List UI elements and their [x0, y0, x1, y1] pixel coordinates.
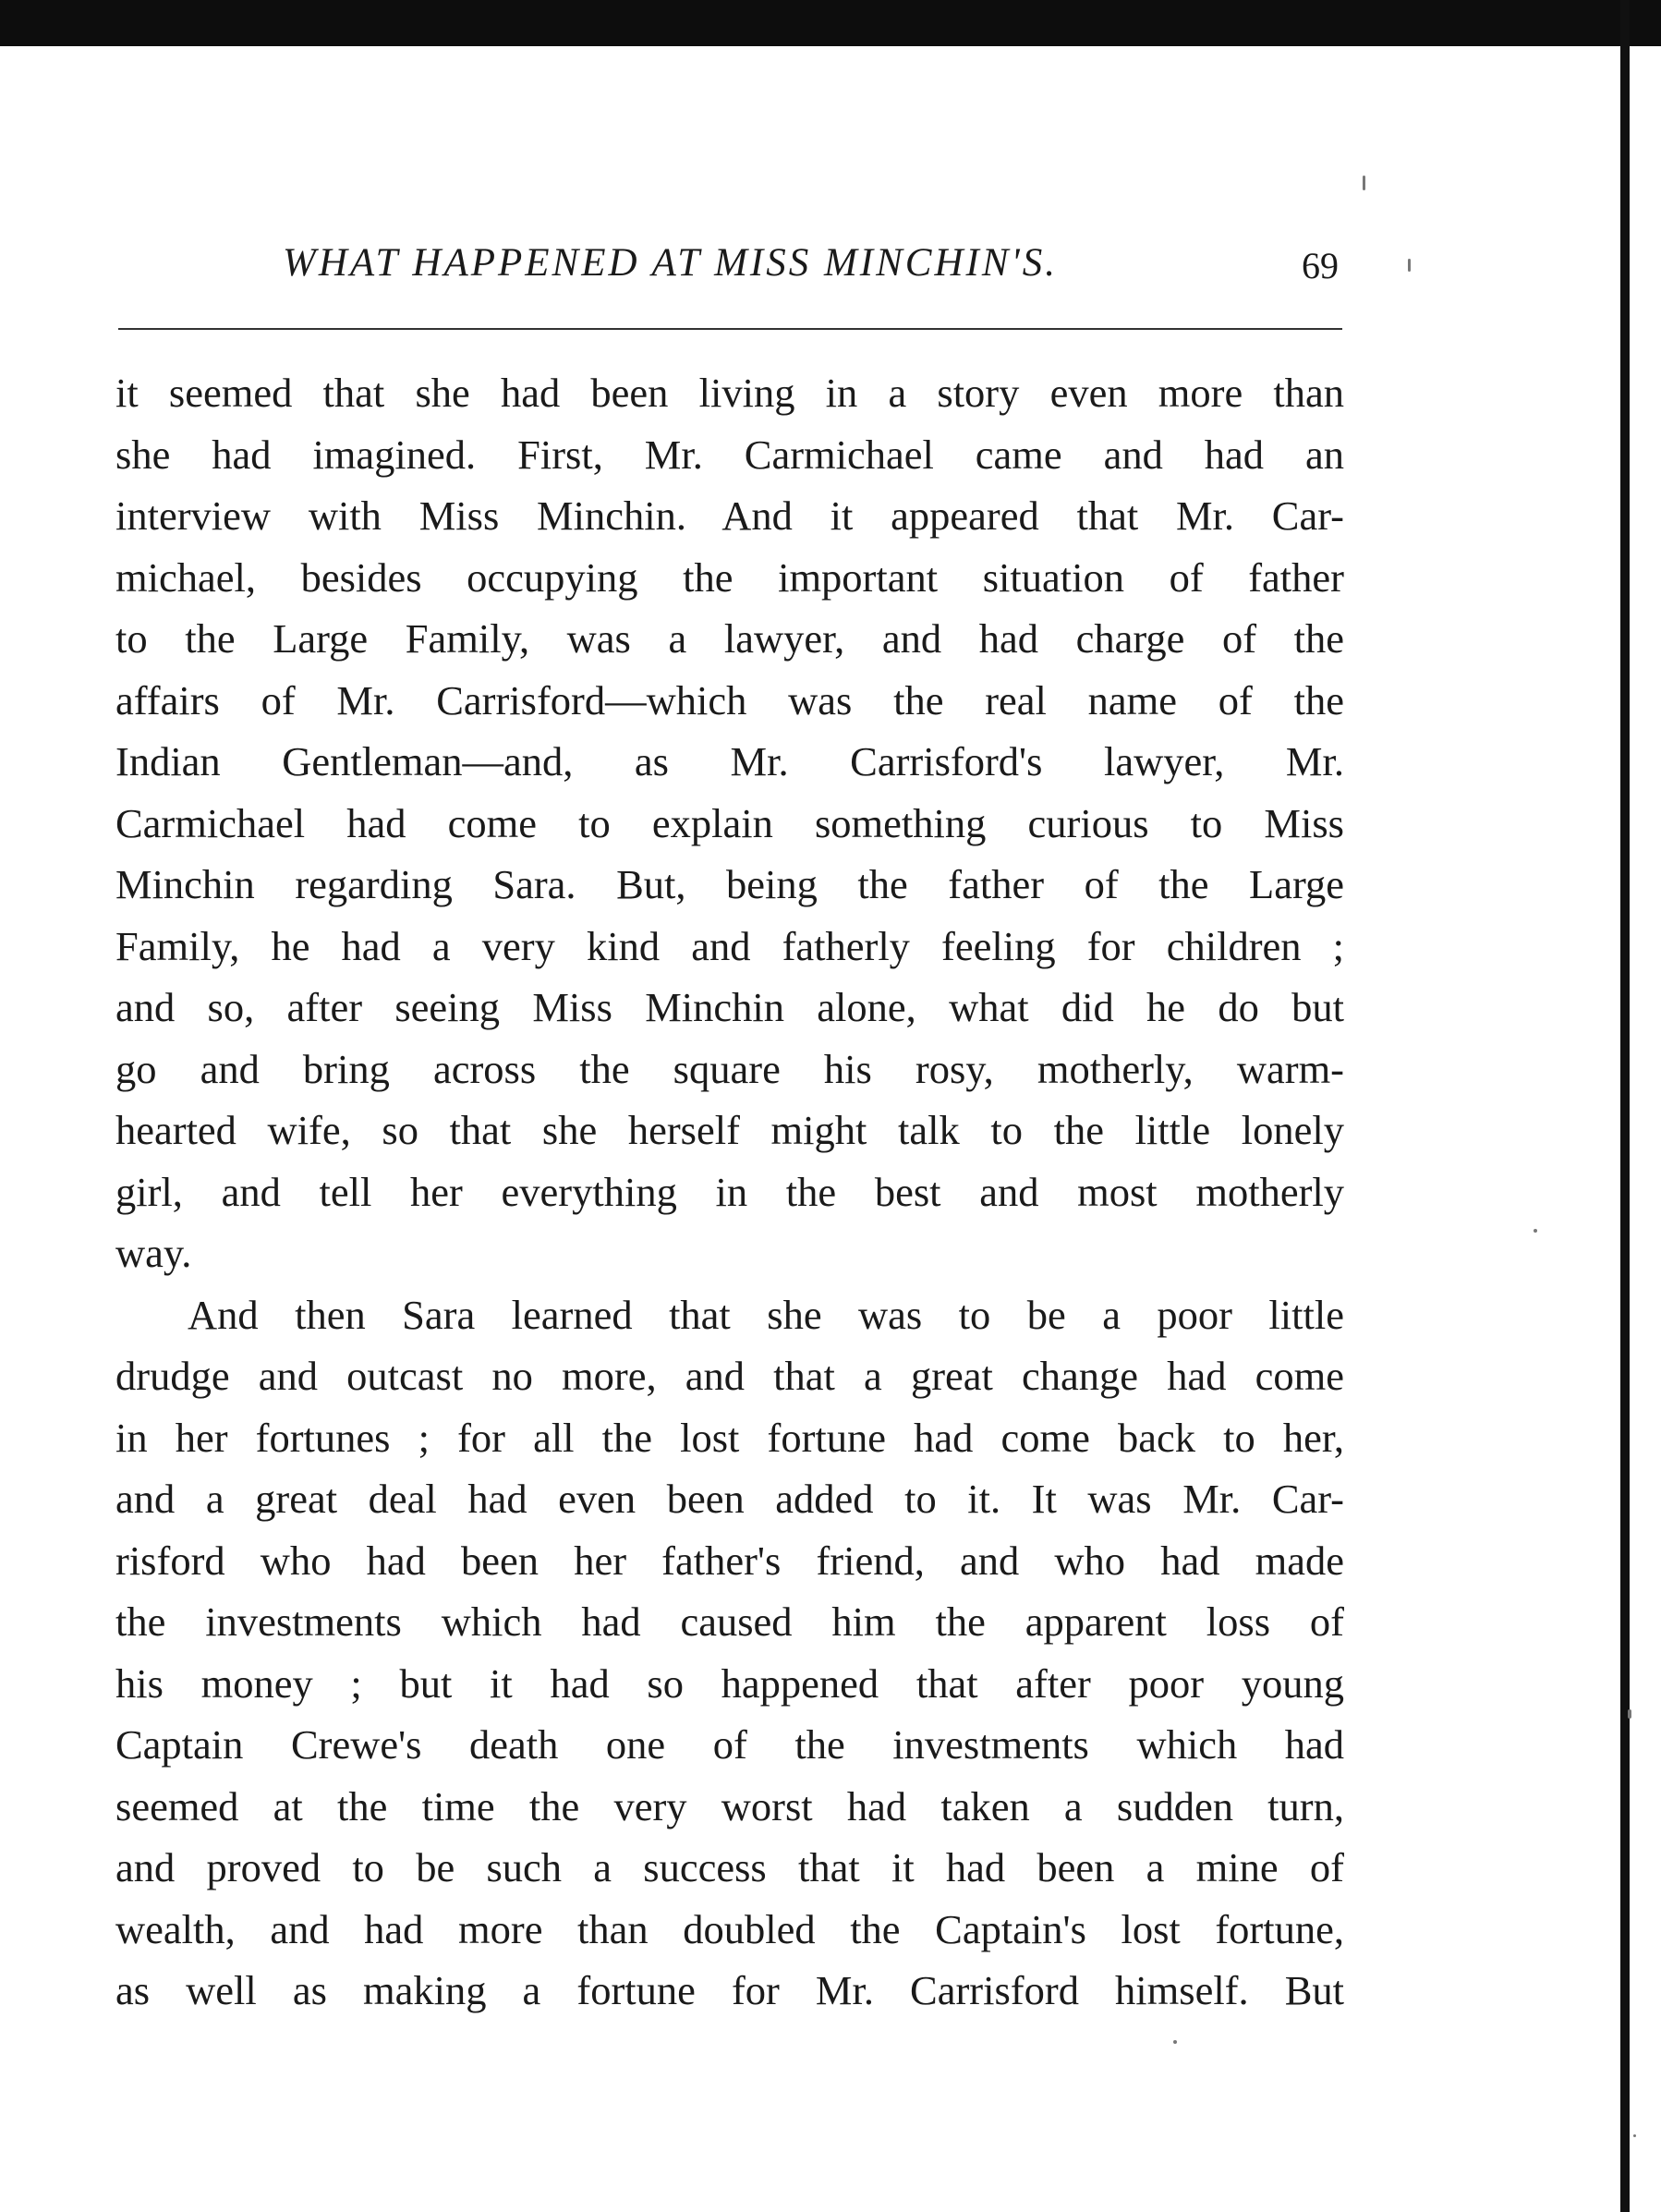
- text-line: Captain Crewe's death one of the investments which had: [115, 1721, 1344, 1768]
- text-line: and a great deal had even been added to it. It was Mr. Car-: [115, 1476, 1344, 1522]
- text-line: affairs of Mr. Carrisford—which was the real name of the: [115, 676, 1344, 723]
- scan-speck: [1633, 2134, 1636, 2137]
- text-line: Family, he had a very kind and fatherly feeling for children ;: [115, 922, 1344, 969]
- text-line: Minchin regarding Sara. But, being the father of the Large: [115, 861, 1344, 907]
- text-line: Indian Gentleman—and, as Mr. Carrisford's lawyer, Mr.: [115, 738, 1344, 784]
- scan-speck: [1363, 176, 1365, 190]
- text-line: and so, after seeing Miss Minchin alone, what did he do but: [115, 984, 1344, 1030]
- text-line: and proved to be such a success that it had been a mine of: [115, 1844, 1344, 1890]
- text-line: to the Large Family, was a lawyer, and had charge of the: [115, 615, 1344, 662]
- body-text: [115, 362, 1344, 2022]
- text-line: hearted wife, so that she herself might talk to the little lonely: [115, 1107, 1344, 1153]
- text-line: his money ; but it had so happened that after poor young: [115, 1659, 1344, 1707]
- text-line: the investments which had caused him the apparent loss of: [115, 1598, 1344, 1645]
- text-line: michael, besides occupying the important situation of father: [115, 553, 1344, 601]
- scan-speck: [1628, 1709, 1631, 1719]
- paragraph-1: [115, 362, 1344, 1284]
- page-header: [118, 238, 1342, 294]
- scan-right-border: [1620, 0, 1630, 2212]
- text-line: girl, and tell her everything in the best and most motherly: [115, 1168, 1344, 1215]
- scan-speck: [1534, 1229, 1537, 1233]
- scan-top-border: [0, 0, 1661, 46]
- text-line: in her fortunes ; for all the lost fortune had come back to her,: [115, 1414, 1344, 1461]
- paragraph-2: [115, 1284, 1344, 2022]
- text-line: go and bring across the square his rosy, motherly, warm-: [115, 1045, 1344, 1092]
- text-line: risford who had been her father's friend, and who had made: [115, 1537, 1344, 1584]
- text-line: it seemed that she had been living in a story even more than: [115, 370, 1344, 416]
- text-line: interview with Miss Minchin. And it appeared that Mr. Car-: [115, 492, 1344, 539]
- scan-speck: [1408, 259, 1411, 272]
- text-line: Carmichael had come to explain something curious to Miss: [115, 799, 1344, 846]
- scan-speck: [1173, 2040, 1177, 2044]
- text-line: as well as making a fortune for Mr. Carrisford himself. But: [115, 1967, 1344, 2013]
- page-number: 69: [1302, 245, 1339, 286]
- text-line: wealth, and had more than doubled the Captain's lost fortune,: [115, 1905, 1344, 1952]
- header-rule: [118, 328, 1342, 330]
- text-line: way.: [115, 1230, 192, 1276]
- text-line: seemed at the time the very worst had taken a sudden turn,: [115, 1782, 1344, 1829]
- text-line: drudge and outcast no more, and that a great change had come: [115, 1353, 1344, 1399]
- running-title: WHAT HAPPENED AT MISS MINCHIN'S.: [283, 241, 1058, 285]
- text-line: she had imagined. First, Mr. Carmichael came and had an: [115, 431, 1344, 478]
- text-line: And then Sara learned that she was to be a poor little: [188, 1291, 1344, 1338]
